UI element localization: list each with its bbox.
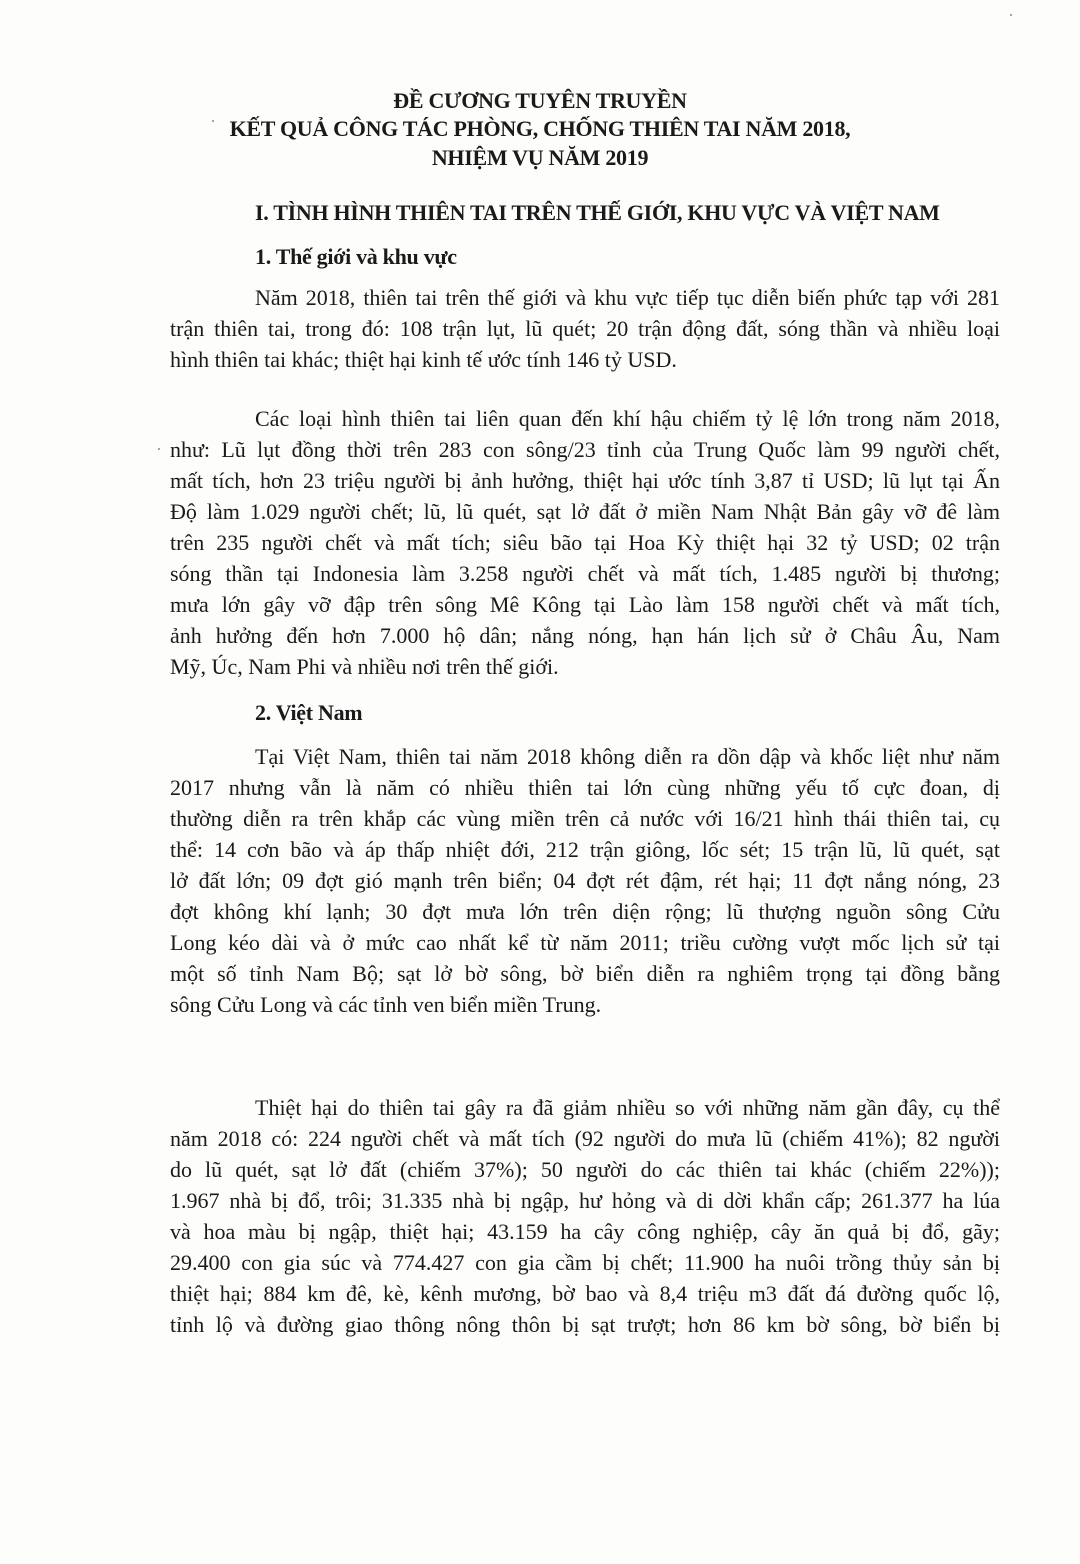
document-title-line-2: KẾT QUẢ CÔNG TÁC PHÒNG, CHỐNG THIÊN TAI NĂM 2018,	[229, 116, 851, 141]
section-heading: I. TÌNH HÌNH THIÊN TAI TRÊN THẾ GIỚI, KHU VỰC VÀ VIỆT NAM	[255, 200, 940, 225]
paragraph-line: mưa lớn gây vỡ đập trên sông Mê Kông tại Lào làm 158 người chết và mất tích,	[170, 592, 1000, 617]
paragraph-line: 29.400 con gia súc và 774.427 con gia cầm bị chết; 11.900 ha nuôi trồng thủy sản bị	[170, 1250, 1000, 1275]
paragraph-line: như: Lũ lụt đồng thời trên 283 con sông/23 tỉnh của Trung Quốc làm 99 người chết,	[170, 437, 1000, 462]
paragraph-line: hình thiên tai khác; thiệt hại kinh tế ước tính 146 tỷ USD.	[170, 347, 677, 372]
paragraph-line: ảnh hưởng đến hơn 7.000 hộ dân; nắng nóng, hạn hán lịch sử ở Châu Âu, Nam	[170, 623, 1000, 648]
paragraph-line: Độ làm 1.029 người chết; lũ, lũ quét, sạt lở đất ở miền Nam Nhật Bản gây vỡ đê làm	[170, 499, 1000, 524]
paragraph-line: Tại Việt Nam, thiên tai năm 2018 không diễn ra dồn dập và khốc liệt như năm	[255, 744, 1000, 769]
paragraph-line: thể: 14 cơn bão và áp thấp nhiệt đới, 212 trận giông, lốc sét; 15 trận lũ, lũ quét, sạt	[170, 837, 1000, 862]
paragraph-line: đợt không khí lạnh; 30 đợt mưa lớn trên diện rộng; lũ thượng nguồn sông Cửu	[170, 899, 1000, 924]
paragraph-line: và hoa màu bị ngập, thiệt hại; 43.159 ha cây công nghiệp, cây ăn quả bị đổ, gãy;	[170, 1219, 1000, 1244]
paragraph-line: do lũ quét, sạt lở đất (chiếm 37%); 50 người do các thiên tai khác (chiếm 22%));	[170, 1157, 1000, 1182]
subsection-heading-1: 1. Thế giới và khu vực	[255, 244, 457, 269]
paragraph-line: tỉnh lộ và đường giao thông nông thôn bị sạt trượt; hơn 86 km bờ sông, bờ biển bị	[170, 1312, 1000, 1337]
paragraph-line: lở đất lớn; 09 đợt gió mạnh trên biển; 04 đợt rét đậm, rét hại; 11 đợt nắng nóng, 23	[170, 868, 1000, 893]
paragraph-line: trên 235 người chết và mất tích; siêu bão tại Hoa Kỳ thiệt hại 32 tỷ USD; 02 trận	[170, 530, 1000, 555]
paragraph-line: mất tích, hơn 23 triệu người bị ảnh hưởng, thiệt hại ước tính 3,87 tỉ USD; lũ lụt tại Ấn	[170, 468, 1000, 493]
document-title-line-3: NHIỆM VỤ NĂM 2019	[431, 145, 649, 170]
subsection-heading-2: 2. Việt Nam	[255, 700, 363, 725]
scan-speck	[1010, 14, 1012, 16]
paragraph-line: sóng thần tại Indonesia làm 3.258 người chết và mất tích, 1.485 người bị thương;	[170, 561, 1000, 586]
paragraph-line: Thiệt hại do thiên tai gây ra đã giảm nhiều so với những năm gần đây, cụ thể	[255, 1095, 1000, 1120]
paragraph-line: năm 2018 có: 224 người chết và mất tích (92 người do mưa lũ (chiếm 41%); 82 người	[170, 1126, 1000, 1151]
paragraph-line: 1.967 nhà bị đổ, trôi; 31.335 nhà bị ngập, hư hỏng và di dời khẩn cấp; 261.377 ha lúa	[170, 1188, 1000, 1213]
paragraph-line: thường diễn ra trên khắp các vùng miền trên cả nước với 16/21 hình thái thiên tai, cụ	[170, 806, 1000, 831]
paragraph-line: Các loại hình thiên tai liên quan đến khí hậu chiếm tỷ lệ lớn trong năm 2018,	[255, 406, 1000, 431]
paragraph-line: 2017 nhưng vẫn là năm có nhiều thiên tai lớn cùng những yếu tố cực đoan, dị	[170, 775, 1000, 800]
document-title-line-1: ĐỀ CƯƠNG TUYÊN TRUYỀN	[393, 88, 687, 113]
paragraph-line: thiệt hại; 884 km đê, kè, kênh mương, bờ bao và 8,4 triệu m3 đất đá đường quốc lộ,	[170, 1281, 1000, 1306]
paragraph-line: Mỹ, Úc, Nam Phi và nhiều nơi trên thế giới.	[170, 654, 559, 679]
paragraph-line: trận thiên tai, trong đó: 108 trận lụt, lũ quét; 20 trận động đất, sóng thần và nhiều loại	[170, 316, 1000, 341]
paragraph-line: Long kéo dài và ở mức cao nhất kể từ năm 2011; triều cường vượt mốc lịch sử tại	[170, 930, 1000, 955]
scan-speck	[158, 448, 160, 450]
paragraph-line: Năm 2018, thiên tai trên thế giới và khu vực tiếp tục diễn biến phức tạp với 281	[255, 285, 1000, 310]
paragraph-line: một số tỉnh Nam Bộ; sạt lở bờ sông, bờ biển diễn ra nghiêm trọng tại đồng bằng	[170, 961, 1000, 986]
paragraph-line: sông Cửu Long và các tỉnh ven biển miền Trung.	[170, 992, 602, 1017]
